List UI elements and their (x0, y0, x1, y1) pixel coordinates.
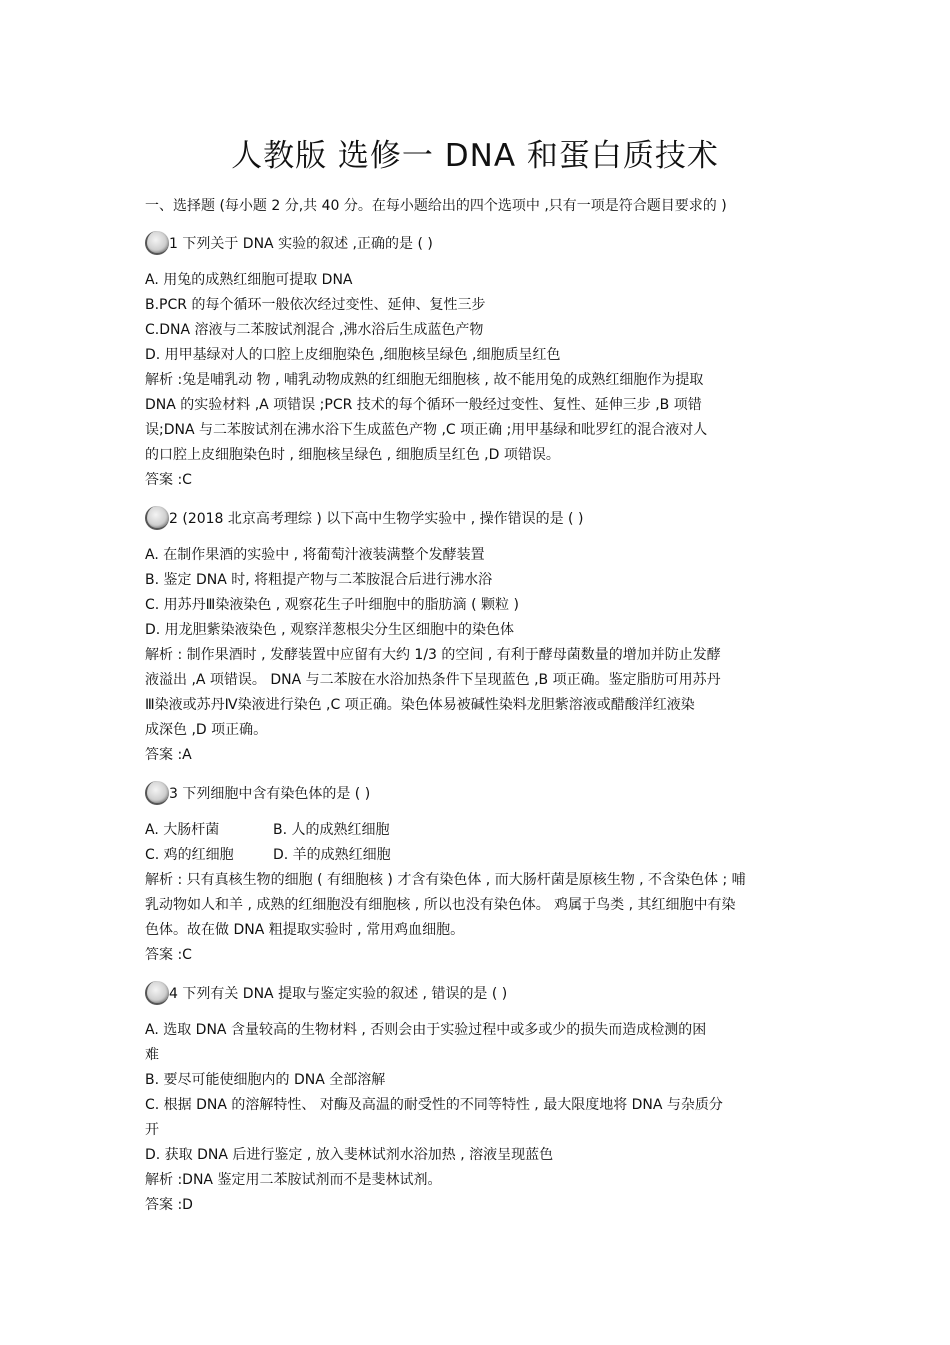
question-marker-icon (145, 981, 169, 1005)
analysis-line: 色体。故在做 DNA 粗提取实验时 , 常用鸡血细胞。 (145, 922, 465, 938)
question-marker-icon (145, 231, 169, 255)
question-marker-icon (145, 781, 169, 805)
option-d: D. 用甲基绿对人的口腔上皮细胞染色 ,细胞核呈绿色 ,细胞质呈红色 (145, 347, 561, 363)
question-stem-text: 1 下列关于 DNA 实验的叙述 ,正确的是 ( ) (169, 236, 433, 252)
option-c-continued: 开 (145, 1122, 159, 1138)
option-a-continued: 难 (145, 1047, 159, 1063)
answer-line: 答案 :D (145, 1197, 193, 1213)
option-b: B. 鉴定 DNA 时, 将粗提产物与二苯胺混合后进行沸水浴 (145, 572, 493, 588)
option-a: A. 选取 DNA 含量较高的生物材料 , 否则会由于实验过程中或多或少的损失而造成检测的困 (145, 1022, 707, 1038)
option-a: A. 大肠杆菌 (145, 822, 220, 838)
option-b: B. 人的成熟红细胞 (273, 822, 390, 838)
analysis-line: 的口腔上皮细胞染色时 , 细胞核呈绿色 , 细胞质呈红色 ,D 项错误。 (145, 447, 560, 463)
option-a: A. 用兔的成熟红细胞可提取 DNA (145, 272, 353, 288)
question-body (145, 1018, 825, 1218)
question-stem (145, 230, 825, 258)
analysis-line: 乳动物如人和羊 , 成熟的红细胞没有细胞核 , 所以也没有染色体。 鸡属于鸟类 , 其红细胞中有染 (145, 897, 736, 913)
question-stem-text: 4 下列有关 DNA 提取与鉴定实验的叙述 , 错误的是 ( ) (169, 986, 508, 1002)
question-stem (145, 505, 825, 533)
question-stem (145, 980, 825, 1008)
option-a: A. 在制作果酒的实验中 , 将葡萄汁液装满整个发酵装置 (145, 547, 485, 563)
question-body (145, 543, 825, 768)
option-b: B. 要尽可能使细胞内的 DNA 全部溶解 (145, 1072, 386, 1088)
section-header: 一、选择题 (每小题 2 分,共 40 分。在每小题给出的四个选项中 ,只有一项是符合题目要求的 ) (145, 198, 727, 214)
option-c: C. 鸡的红细胞 (145, 847, 234, 863)
question-stem-text: 2 (2018 北京高考理综 ) 以下高中生物学实验中 , 操作错误的是 ( ) (169, 511, 584, 527)
analysis-line: 解析 :兔是哺乳动 物 , 哺乳动物成熟的红细胞无细胞核 , 故不能用兔的成熟红细胞作为提取 (145, 372, 704, 388)
answer-line: 答案 :C (145, 947, 192, 963)
option-c: C.DNA 溶液与二苯胺试剂混合 ,沸水浴后生成蓝色产物 (145, 322, 484, 338)
analysis-line: 解析 : 制作果酒时 , 发酵装置中应留有大约 1/3 的空间 , 有利于酵母菌数量的增加并防止发酵 (145, 647, 721, 663)
option-d: D. 羊的成熟红细胞 (273, 847, 391, 863)
options-row (145, 843, 825, 868)
question-stem-text: 3 下列细胞中含有染色体的是 ( ) (169, 786, 371, 802)
option-c: C. 用苏丹Ⅲ染液染色 , 观察花生子叶细胞中的脂肪滴 ( 颗粒 ) (145, 597, 519, 613)
options-row (145, 818, 825, 843)
question-body (145, 268, 825, 493)
analysis-line: 液溢出 ,A 项错误。 DNA 与二苯胺在水浴加热条件下呈现蓝色 ,B 项正确。鉴定脂肪可用苏丹 (145, 672, 721, 688)
analysis-line: DNA 的实验材料 ,A 项错误 ;PCR 技术的每个循环一般经过变性、复性、延伸三步 ,B 项错 (145, 397, 702, 413)
answer-line: 答案 :A (145, 747, 192, 763)
analysis-line: 解析 : 只有真核生物的细胞 ( 有细胞核 ) 才含有染色体 , 而大肠杆菌是原核生物 , 不含染色体 ; 哺 (145, 872, 746, 888)
question-3 (145, 780, 825, 968)
answer-line: 答案 :C (145, 472, 192, 488)
analysis-line: 成深色 ,D 项正确。 (145, 722, 268, 738)
analysis-line: Ⅲ染液或苏丹Ⅳ染液进行染色 ,C 项正确。染色体易被碱性染料龙胆紫溶液或醋酸洋红液染 (145, 697, 695, 713)
option-d: D. 用龙胆紫染液染色 , 观察洋葱根尖分生区细胞中的染色体 (145, 622, 515, 638)
question-2 (145, 505, 825, 768)
analysis-line: 误;DNA 与二苯胺试剂在沸水浴下生成蓝色产物 ,C 项正确 ;用甲基绿和吡罗红的混合液对人 (145, 422, 708, 438)
option-d: D. 获取 DNA 后进行鉴定 , 放入斐林试剂水浴加热 , 溶液呈现蓝色 (145, 1147, 554, 1163)
question-body (145, 818, 825, 968)
question-marker-icon (145, 506, 169, 530)
question-stem (145, 780, 825, 808)
document-title: 人教版 选修一 DNA 和蛋白质技术 (231, 138, 719, 174)
option-b: B.PCR 的每个循环一般依次经过变性、延伸、复性三步 (145, 297, 486, 313)
question-1 (145, 230, 825, 493)
question-4 (145, 980, 825, 1218)
analysis-line: 解析 :DNA 鉴定用二苯胺试剂而不是斐林试剂。 (145, 1172, 442, 1188)
option-c: C. 根据 DNA 的溶解特性、 对酶及高温的耐受性的不同等特性 , 最大限度地将 DNA 与杂质分 (145, 1097, 723, 1113)
